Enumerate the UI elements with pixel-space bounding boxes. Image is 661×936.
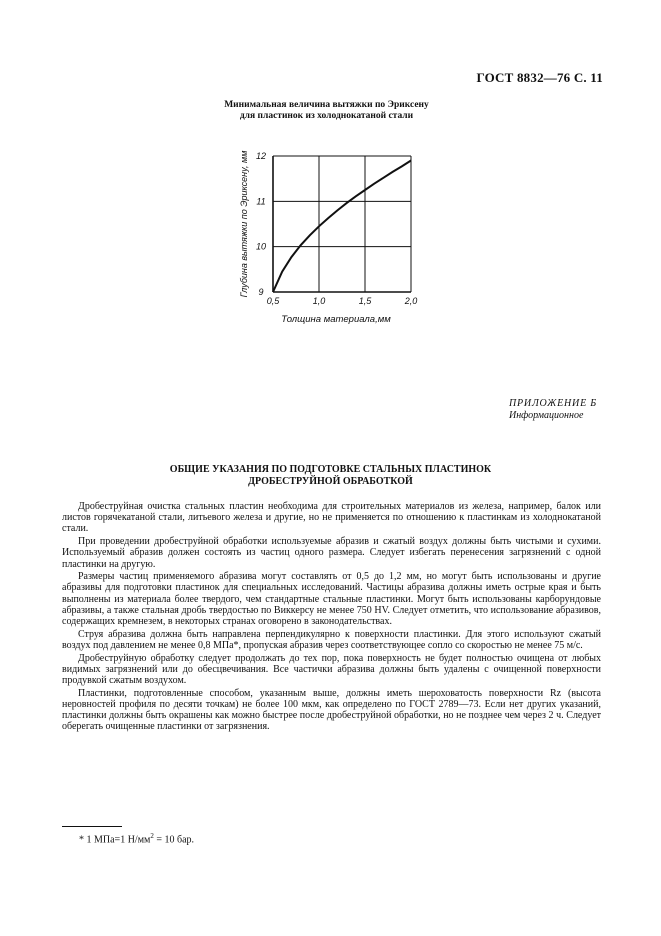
x-axis-label: Толщина материала,мм xyxy=(281,314,391,325)
footnote-text: * 1 МПа=1 Н/мм xyxy=(79,834,151,846)
paragraph: При проведении дробеструйной обработки используемые абразив и сжатый воздух должны быть чистыми и сухими. Используемый абразив должен состоять из частиц одного размера. Следует избегать перенесения загрязнений с одной пластинки на другую. xyxy=(62,536,601,570)
y-tick-label: 12 xyxy=(255,151,267,161)
footnote-divider xyxy=(62,826,122,827)
y-tick-label: 11 xyxy=(256,196,266,207)
x-tick-label: 0,5 xyxy=(266,296,280,306)
body-text xyxy=(62,501,601,734)
chart xyxy=(235,138,435,338)
appendix-subtitle: Информационное xyxy=(509,410,584,421)
appendix-title: ПРИЛОЖЕНИЕ Б xyxy=(509,398,597,409)
y-axis-label: Глубина вытяжки по Эриксену, мм xyxy=(239,150,249,298)
section-title-line1: ОБЩИЕ УКАЗАНИЯ ПО ПОДГОТОВКЕ СТАЛЬНЫХ ПЛАСТИНОК xyxy=(169,464,492,475)
section-title-line2: ДРОБЕСТРУЙНОЙ ОБРАБОТКОЙ xyxy=(248,476,413,487)
y-tick-labels xyxy=(256,151,266,297)
chart-title xyxy=(0,100,661,122)
x-tick-label: 1,5 xyxy=(358,296,372,306)
chart-title-line2: для пластинок из холоднокатаной стали xyxy=(239,111,414,121)
chart-axes xyxy=(273,156,411,292)
paragraph: Пластинки, подготовленные способом, указанным выше, должны иметь шероховатость поверхности Rz (высота неровностей профиля по десяти точкам) не более 100 мкм, как определено по ГОСТ 2789—73. Если нет других указаний, пластинки должны быть окрашены как можно быстрее после дробеструйной обработки, но не позднее чем через 2 ч. Следует оберегать очищенные пластинки от загрязнения. xyxy=(62,687,601,733)
chart-series xyxy=(273,161,411,293)
x-tick-label: 1,0 xyxy=(312,296,326,306)
page-header: ГОСТ 8832—76 С. 11 xyxy=(476,70,603,85)
footnote-superscript: 2 xyxy=(150,832,154,840)
x-tick-label: 2,0 xyxy=(404,296,418,306)
x-tick-labels xyxy=(267,296,418,306)
chart-title-line1: Минимальная величина вытяжки по Эриксену xyxy=(224,100,429,110)
paragraph: Дробеструйная очистка стальных пластин необходима для строительных материалов из железа, например, балок или листов горячекатаной стали, литьевого железа и другие, но не применяется по отношению к пластинкам из холоднокатаной стали. xyxy=(62,501,601,535)
y-tick-label: 10 xyxy=(255,241,267,252)
section-title xyxy=(0,464,661,488)
y-tick-label: 9 xyxy=(258,287,264,297)
paragraph: Размеры частиц применяемого абразива могут составлять от 0,5 до 1,2 мм, но могут быть использованы и другие абразивы для подготовки пластинок для специальных исследований. Частицы абразива должны иметь острые края и быть выполнены из материала более твердого, чем стандартные стальные пластинки. Могут быть использованы карборундовые абразивы, а также стальная дробь твердостью по Виккерсу не менее 750 HV. Следует отметить, что использование абразивов, содержащих кремнезем, в некоторых странах оговорено в законодательствах. xyxy=(62,571,601,628)
footnote-suffix: = 10 бар. xyxy=(153,834,195,846)
chart-grid xyxy=(273,156,411,292)
footnote xyxy=(79,832,194,845)
paragraph: Дробеструйную обработку следует продолжать до тех пор, пока поверхность не будет полностью очищена от любых видимых загрязнений или до обесцвечивания. Все частички абразива должны быть удалены с очищенной поверхности продувкой сжатым воздухом. xyxy=(62,652,601,687)
appendix-label xyxy=(509,398,597,422)
series-line xyxy=(273,161,411,293)
paragraph: Струя абразива должна быть направлена перпендикулярно к поверхности пластинки. Для этого используют сжатый воздух под давлением не менее 0,8 МПа*, пропуская абразив через соответствующее сопло со скоростью не менее 75 м/с. xyxy=(62,628,601,651)
